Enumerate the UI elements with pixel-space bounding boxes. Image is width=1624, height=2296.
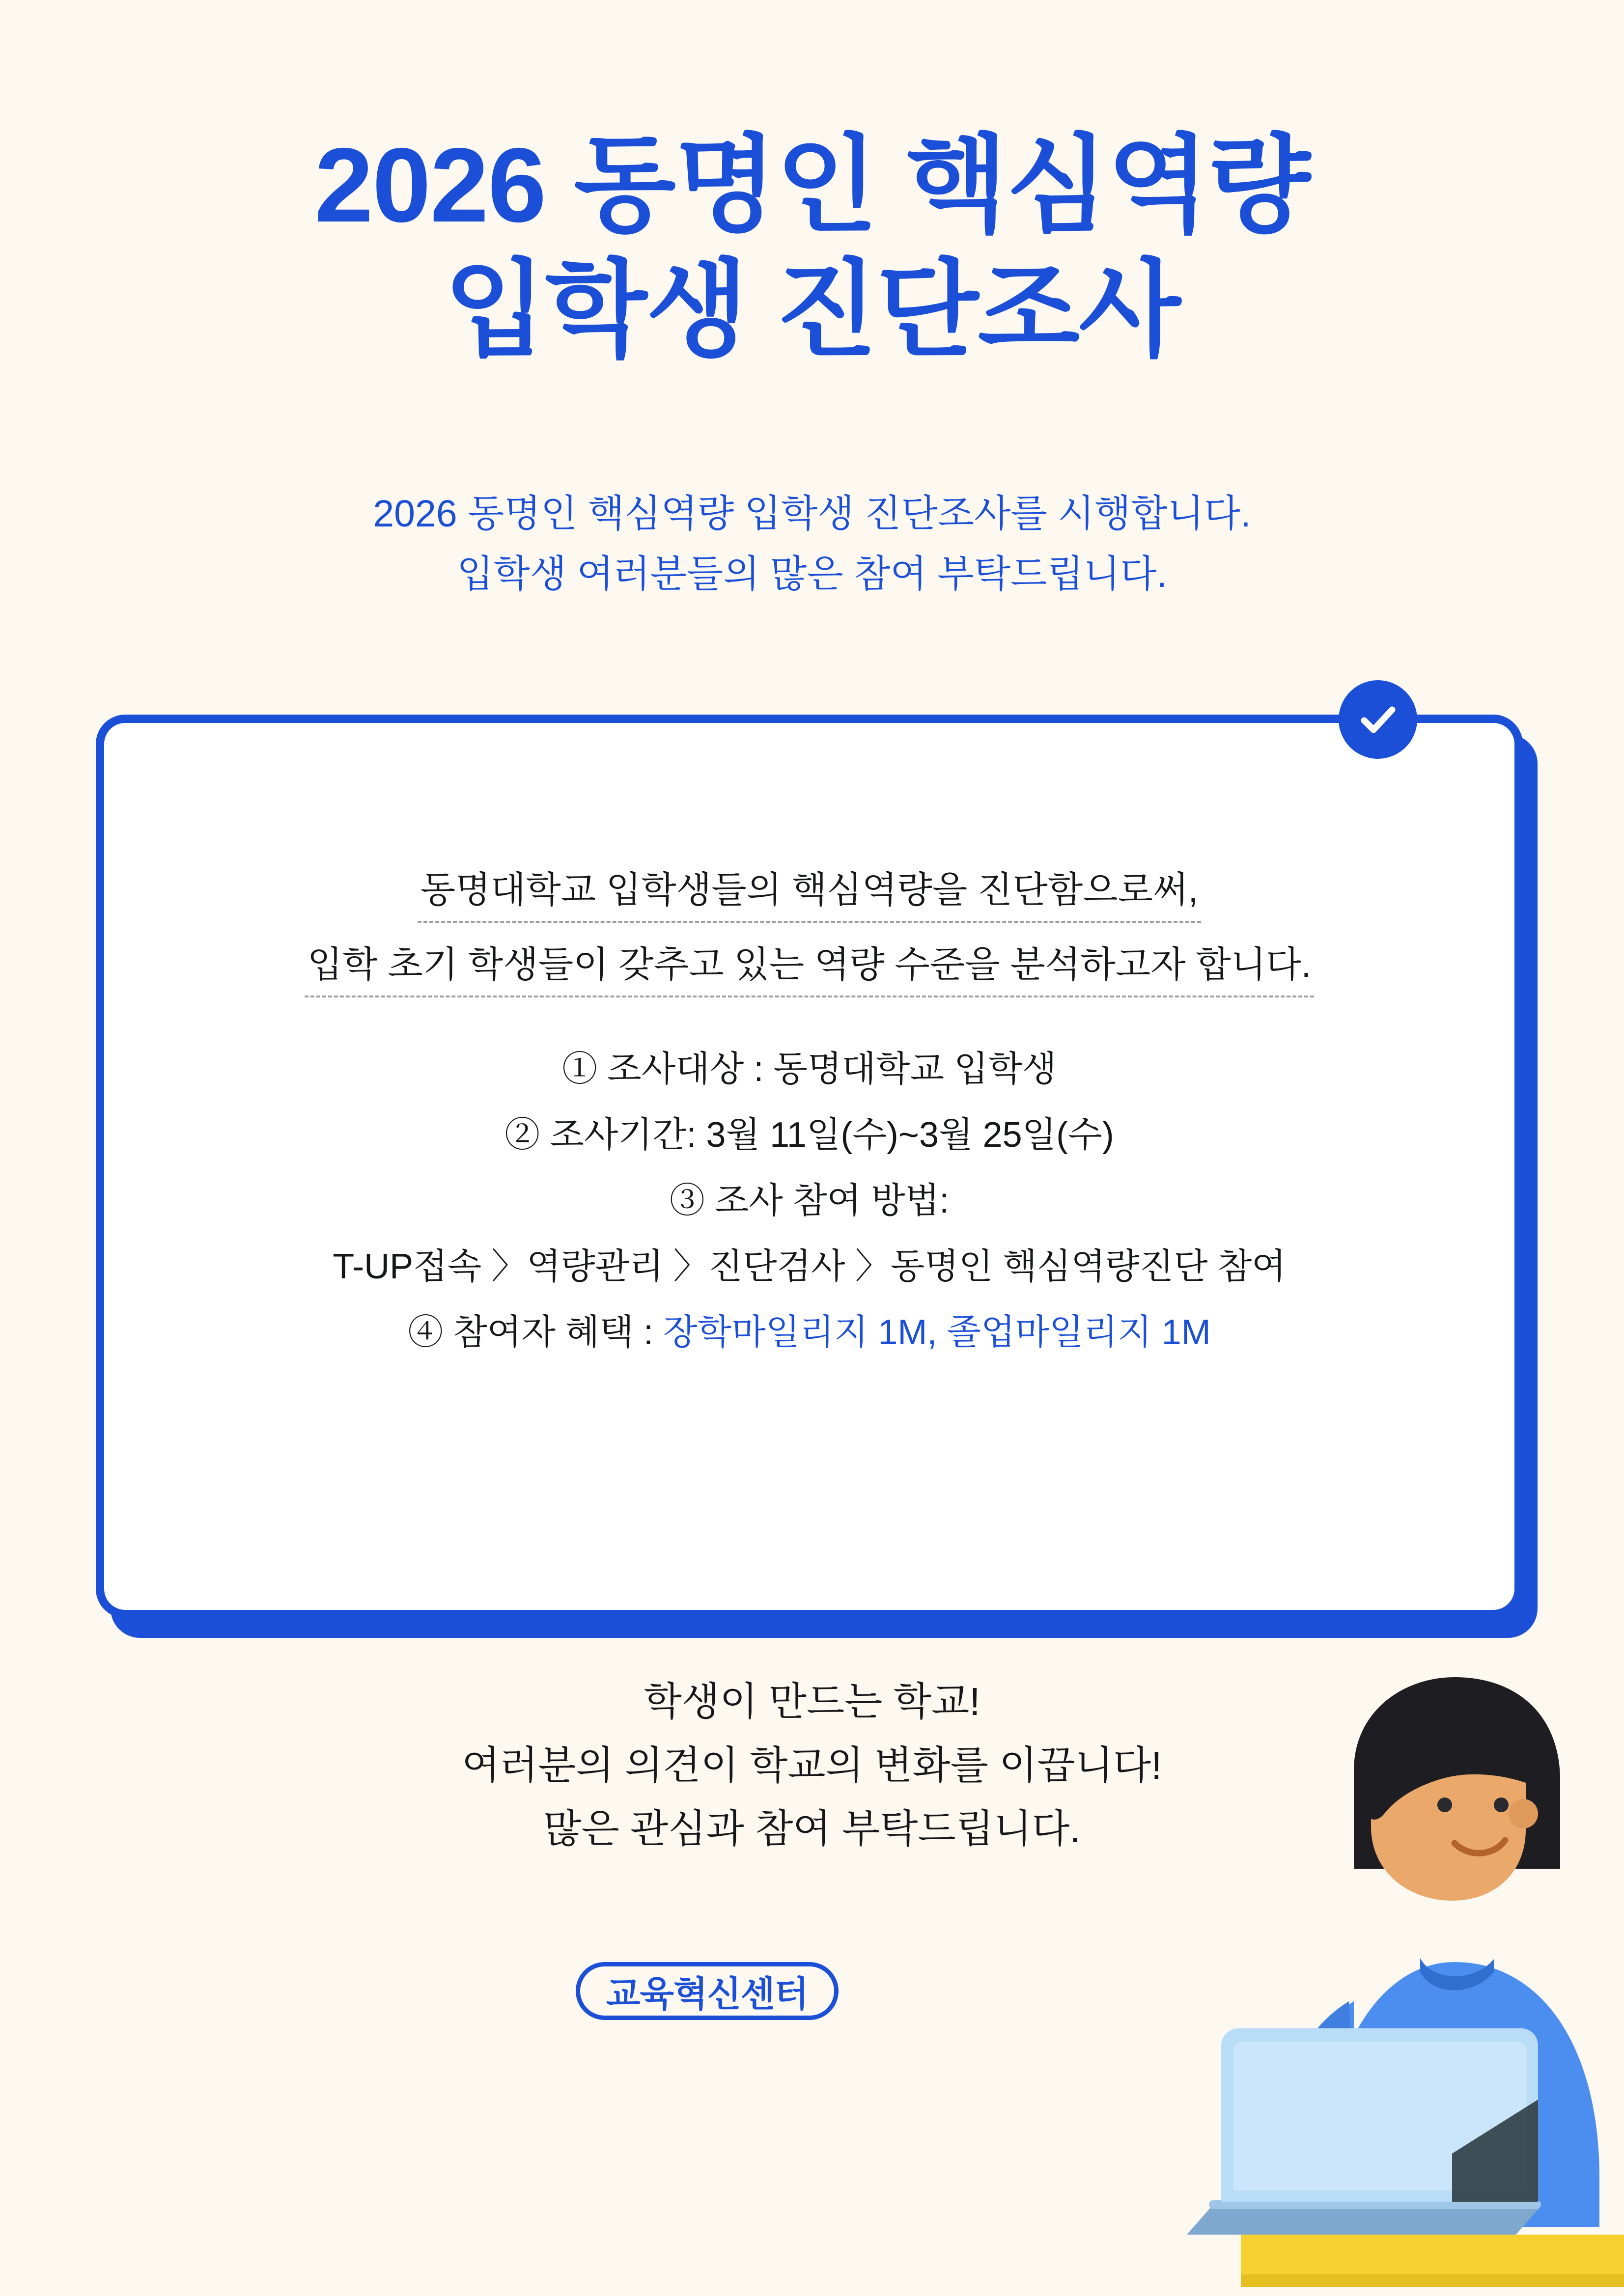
- organization-badge: 교육혁신센터: [576, 1962, 839, 2020]
- benefit-value: 장학마일리지 1M, 졸업마일리지 1M: [663, 1313, 1211, 1352]
- detail-list: [96, 1051, 1523, 1350]
- list-item-benefit: [96, 1315, 1523, 1350]
- closing-line-3: 많은 관심과 참여 부탁드립니다.: [543, 1807, 1081, 1851]
- subtitle-line-1: 2026 동명인 핵심역량 입학생 진단조사를 시행합니다.: [373, 493, 1251, 535]
- benefit-label: ④ 참여자 혜택 :: [408, 1313, 664, 1352]
- subtitle: [0, 484, 1624, 605]
- purpose-line-1: 동명대학교 입학생들의 핵심역량을 진단함으로써,: [418, 872, 1201, 923]
- title-line-1: 2026 동명인 핵심역량: [314, 126, 1310, 244]
- list-item: ② 조사기간: 3월 11일(수)~3월 25일(수): [504, 1115, 1114, 1155]
- purpose-row-2: [96, 946, 1523, 997]
- closing-line-2: 여러분의 의견이 학교의 변화를 이끕니다!: [462, 1743, 1162, 1787]
- info-card-content: [96, 715, 1523, 1618]
- list-item: ③ 조사 참여 방법:: [669, 1181, 950, 1220]
- title-line-2: 입학생 진단조사: [444, 250, 1180, 369]
- subtitle-line-2: 입학생 여러분들의 많은 참여 부탁드립니다.: [457, 553, 1167, 596]
- person-at-laptop-illustration: [1010, 1658, 1624, 2296]
- purpose-row-1: [96, 869, 1523, 923]
- check-circle-icon: [1339, 680, 1417, 759]
- list-item: T-UP접속 〉역량관리 〉진단검사 〉동명인 핵심역량진단 참여: [333, 1247, 1286, 1286]
- closing-line-1: 학생이 만드는 학교!: [644, 1680, 980, 1723]
- list-item: ① 조사대상 : 동명대학교 입학생: [562, 1050, 1057, 1089]
- page-title: [0, 123, 1624, 372]
- purpose-line-2: 입학 초기 학생들이 갖추고 있는 역량 수준을 분석하고자 합니다.: [305, 946, 1315, 997]
